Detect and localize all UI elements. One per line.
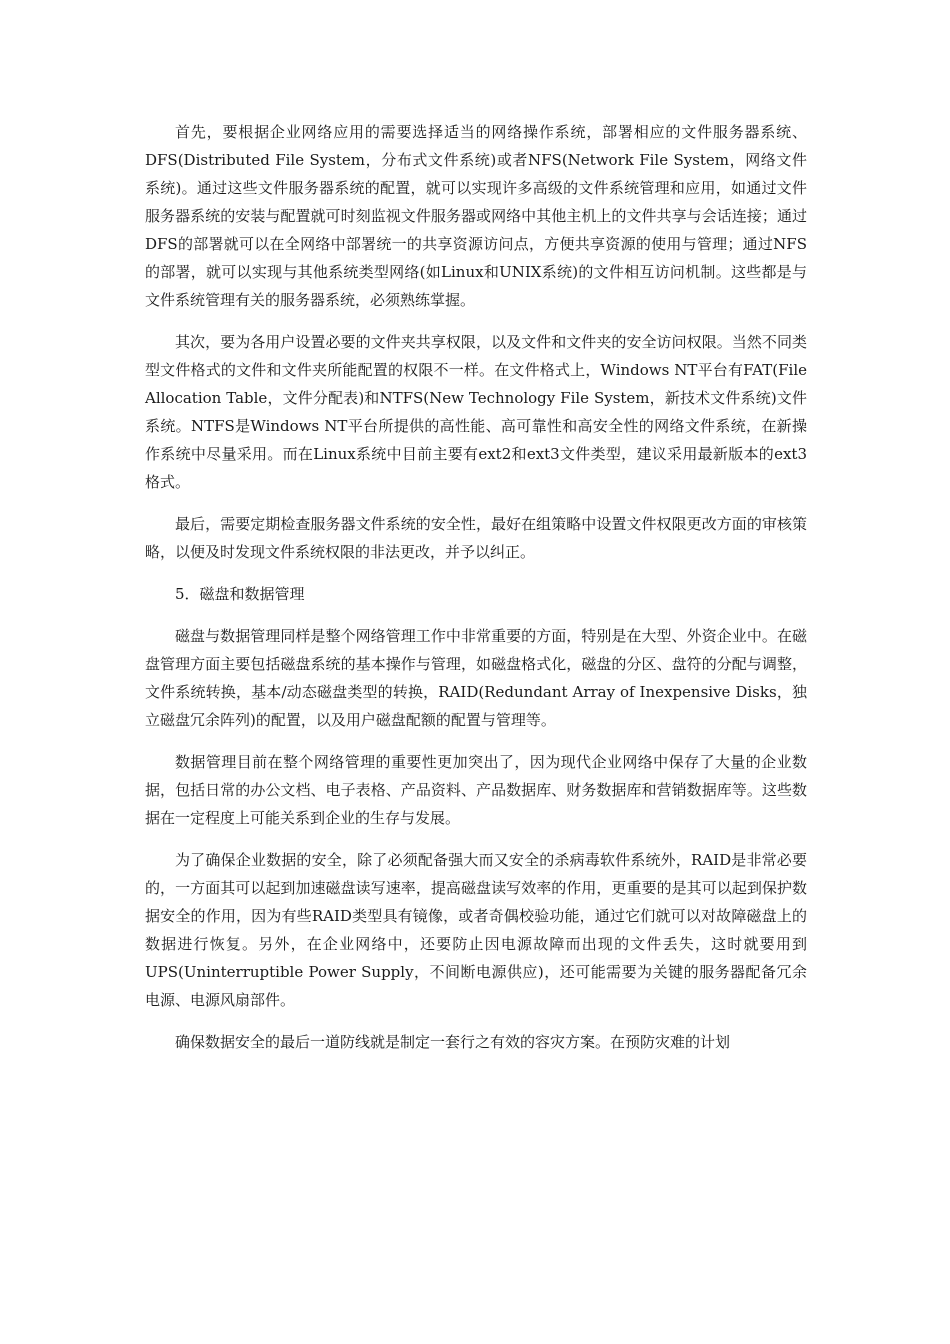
document-page <box>145 118 807 1070</box>
paragraph-disaster-recovery: 确保数据安全的最后一道防线就是制定一套行之有效的容灾方案。在预防灾难的计划 <box>175 1033 731 1051</box>
paragraph-raid-ups: 为了确保企业数据的安全，除了必须配备强大而又安全的杀病毒软件系统外，RAID是非常必要的，一方面其可以起到加速磁盘读写速率，提高磁盘读写效率的作用，更重要的是其可以起到保护数据安全的作用，因为有些RAID类型具有镜像，或者奇偶校验功能，通过它们就可以对故障磁盘上的数据进行恢复。另外，在企业网络中，还要防止因电源故障而出现的文件丢失，这时就要用到UPS(Uninterruptible Power Supply，不间断电源供应)，还可能需要为关键的服务器配备冗余电源、电源风扇部件。 <box>145 851 807 1009</box>
paragraph-data-management: 数据管理目前在整个网络管理的重要性更加突出了，因为现代企业网络中保存了大量的企业数据，包括日常的办公文档、电子表格、产品资料、产品数据库、财务数据库和营销数据库等。这些数据在一定程度上可能关系到企业的生存与发展。 <box>145 753 807 827</box>
paragraph-permissions: 其次，要为各用户设置必要的文件夹共享权限，以及文件和文件夹的安全访问权限。当然不同类型文件格式的文件和文件夹所能配置的权限不一样。在文件格式上，Windows NT平台有FAT(File Allocation Table，文件分配表)和NTFS(New Technology File System，新技术文件系统)文件系统。NTFS是Windows NT平台所提供的高性能、高可靠性和高安全性的网络文件系统，在新操作系统中尽量采用。而在Linux系统中目前主要有ext2和ext3文件类型，建议采用最新版本的ext3格式。 <box>145 333 807 491</box>
paragraph-disk-management: 磁盘与数据管理同样是整个网络管理工作中非常重要的方面，特别是在大型、外资企业中。在磁盘管理方面主要包括磁盘系统的基本操作与管理，如磁盘格式化，磁盘的分区、盘符的分配与调整，文件系统转换，基本/动态磁盘类型的转换，RAID(Redundant Array of Inexpensive Disks，独立磁盘冗余阵列)的配置，以及用户磁盘配额的配置与管理等。 <box>145 627 807 729</box>
paragraph-file-servers: 首先，要根据企业网络应用的需要选择适当的网络操作系统，部署相应的文件服务器系统、DFS(Distributed File System，分布式文件系统)或者NFS(Network File System，网络文件系统)。通过这些文件服务器系统的配置，就可以实现许多高级的文件系统管理和应用，如通过文件服务器系统的安装与配置就可时刻监视文件服务器或网络中其他主机上的文件共享与会话连接；通过DFS的部署就可以在全网络中部署统一的共享资源访问点，方便共享资源的使用与管理；通过NFS的部署，就可以实现与其他系统类型网络(如Linux和UNIX系统)的文件相互访问机制。这些都是与文件系统管理有关的服务器系统，必须熟练掌握。 <box>145 123 807 309</box>
section-heading: 5．磁盘和数据管理 <box>175 585 305 603</box>
paragraph-auditing: 最后，需要定期检查服务器文件系统的安全性，最好在组策略中设置文件权限更改方面的审核策略，以便及时发现文件系统权限的非法更改，并予以纠正。 <box>145 515 807 561</box>
